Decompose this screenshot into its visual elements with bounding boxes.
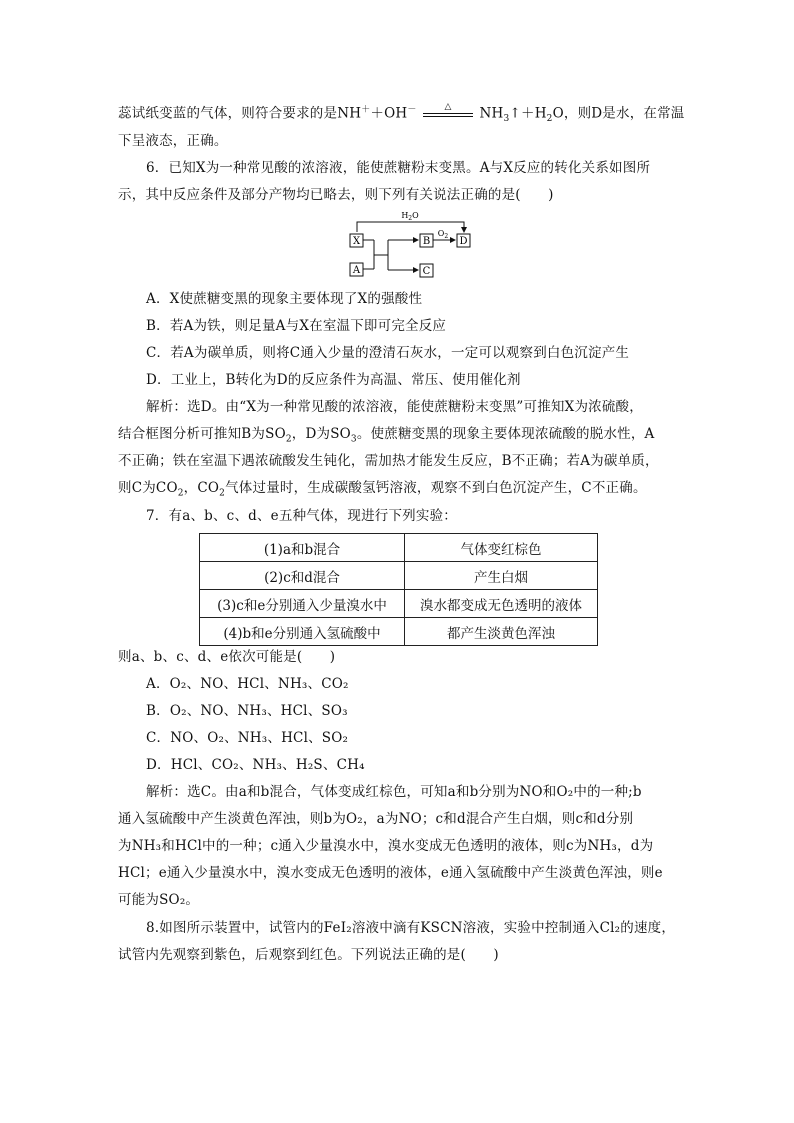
q6-conversion-diagram [340, 205, 480, 283]
q6-analysis-4: 则C为$CO_2$，$CO_2$气体过量时，生成碳酸氢钙溶液，观察不到白色沉淀产生，C不正确。 [118, 480, 647, 499]
q7-stem: 7．有a、b、c、d、e五种气体，现进行下列实验： [146, 508, 457, 524]
q6-option-a: A．X使蔗糖变黑的现象主要体现了X的强酸性 [146, 291, 423, 307]
box-c-label: C [422, 266, 431, 277]
q6-analysis-3: 不正确；铁在室温下遇浓硫酸发生钝化，需加热才能发生反应，B不正确；若A为碳单质， [118, 453, 659, 469]
box-x-label: X [352, 236, 361, 247]
box-d-label: D [459, 236, 468, 247]
h2o-label: $H_2O$ [401, 211, 419, 222]
q7-analysis-3: 为NH₃和HCl中的一种；c通入少量溴水中，溴水变成无色透明的液体，则c为NH₃，d为 [118, 838, 654, 854]
q6-analysis-1: 解析：选D。由“X为一种常见酸的浓溶液，能使蔗糖粉末变黑”可推知X为浓硫酸， [146, 399, 643, 415]
q7-option-a: A．O₂、NO、HCl、NH₃、CO₂ [146, 676, 349, 692]
q7-analysis-5: 可能为SO₂。 [118, 892, 200, 908]
q6-option-c: C．若A为碳单质，则将C通入少量的澄清石灰水，一定可以观察到白色沉淀产生 [146, 345, 630, 361]
prev-analysis-line-1: 蕊试纸变蓝的气体，则符合要求的是NH＋＋OH－ △ $NH_3↑+H_2O$，则D是水，在常温 [118, 102, 685, 125]
box-b-label: B [422, 236, 431, 247]
q7-analysis-2: 通入氢硫酸中产生淡黄色浑浊，则b为O₂，a为NO；c和d混合产生白烟，则c和d分别 [118, 811, 634, 827]
prev-analysis-line-2: 下呈液态，正确。 [118, 133, 228, 149]
q7-question: 则a、b、c、d、e依次可能是( ) [118, 649, 336, 665]
heating-equals-sign: △ [423, 107, 473, 121]
q6-analysis-2: 结合框图分析可推知B为$SO_2$，D为$SO_3$。使蔗糖变黑的现象主要体现浓硫酸的脱水性，A [118, 426, 655, 445]
q6-option-b: B．若A为铁，则足量A与X在室温下即可完全反应 [146, 318, 447, 334]
table-row: (2)c和d混合 产生白烟 [200, 562, 598, 590]
box-a-label: A [352, 265, 361, 276]
q7-option-b: B．O₂、NO、NH₃、HCl、SO₃ [146, 703, 348, 719]
o2-label: $O_2$ [437, 229, 449, 240]
q7-analysis-1: 解析：选C。由a和b混合，气体变成红棕色，可知a和b分别为NO和O₂中的一种;b [146, 784, 642, 800]
table-row: (1)a和b混合 气体变红棕色 [200, 534, 598, 562]
q8-stem-2: 试管内先观察到紫色，后观察到红色。下列说法正确的是( ) [118, 947, 499, 963]
q6-stem-1: 6．已知X为一种常见酸的浓溶液，能使蔗糖粉末变黑。A与X反应的转化关系如图所 [146, 160, 651, 176]
table-row: (3)c和e分别通入少量溴水中 溴水都变成无色透明的液体 [200, 590, 598, 618]
q7-option-d: D．HCl、CO₂、NH₃、H₂S、CH₄ [146, 757, 365, 773]
q7-option-c: C．NO、O₂、NH₃、HCl、SO₂ [146, 730, 349, 746]
table-row: (4)b和e分别通入氢硫酸中 都产生淡黄色浑浊 [200, 618, 598, 646]
q6-stem-2: 示，其中反应条件及部分产物均已略去，则下列有关说法正确的是( ) [118, 187, 554, 203]
q7-experiment-table [199, 533, 598, 646]
q6-option-d: D．工业上，B转化为D的反应条件为高温、常压、使用催化剂 [146, 372, 521, 388]
q7-analysis-4: HCl；e通入少量溴水中，溴水变成无色透明的液体，e通入氢硫酸中产生淡黄色浑浊，则e [118, 865, 663, 881]
q8-stem-1: 8.如图所示装置中，试管内的FeI₂溶液中滴有KSCN溶液，实验中控制通入Cl₂的速度， [146, 920, 676, 936]
